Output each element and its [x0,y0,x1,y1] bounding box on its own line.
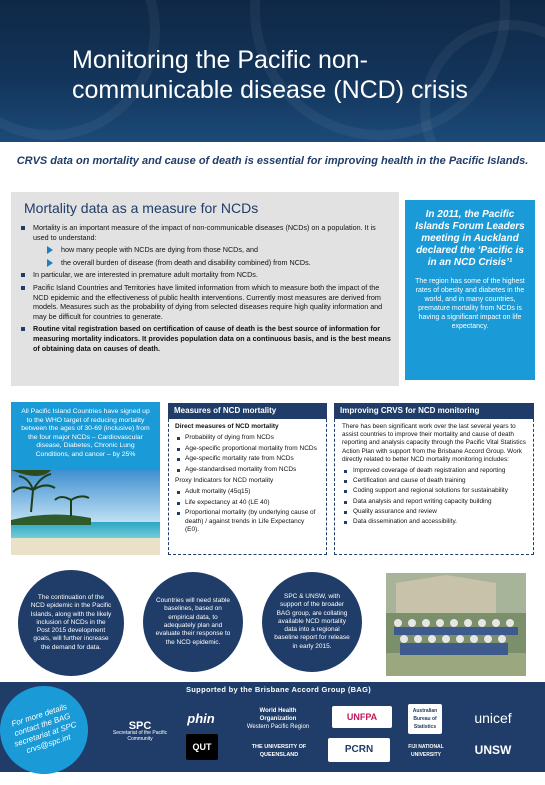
list-item: Age-standardised mortality from NCDs [175,466,320,474]
list-item: Proportional mortality (by underlying cause of death) / against trends in Life Expectancy (E0). [175,509,320,534]
list-item: Age-specific proportional mortality from NCDs [175,445,320,453]
abs-logo: Australian Bureau of Statistics [408,704,442,734]
list-item: Life expectancy at 40 (LE 40) [175,499,320,507]
list-item: Coding support and regional solutions for sustainability [342,487,526,495]
phin-logo: phin [187,711,215,726]
list-item: Quality assurance and review [342,508,526,516]
spc-logo-sub: Secretariat of the Pacific Community [112,730,168,742]
spc-logo-text: SPC [128,720,152,732]
header-banner [0,0,545,142]
direct-measures-label: Direct measures of NCD mortality [175,423,279,430]
list-item: Adult mortality (45q15) [175,488,320,496]
qut-logo: QUT [186,734,218,760]
bullet-item: Routine vital registration based on certification of cause of death is the best source of information for measuring mortality indicators. It provides population data on a continuous basis, and is the best means of obtaining data on causes of death. [19,324,393,353]
info-circle [18,570,124,676]
measures-box [168,419,327,555]
mortality-title: Mortality data as a measure for NCDs [24,200,259,216]
mortality-body [19,223,393,356]
list-item: Data dissemination and accessibility. [342,518,526,526]
info-circle [143,572,243,672]
beach-photo [11,470,160,555]
fnu-logo: FIJI NATIONAL UNIVERSITY [408,744,444,758]
info-circle-text: SPC & UNSW, with support of the broader BAG group, are collating available NCD mortality data into a regional baseline report for release in early 2015. [274,592,350,650]
page-title: Monitoring the Pacific non-communicable disease (NCD) crisis [72,46,468,104]
crvs-header: Improving CRVS for NCD monitoring [334,403,534,419]
info-circle-text: The continuation of the NCD epidemic in the Pacific Islands, along with the likely inclusion of NCDs in the Post 2015 development goals, will further increase the demand for data. [30,593,112,651]
pcrn-logo: PCRN [328,738,390,762]
list-item: Probability of dying from NCDs [175,434,320,442]
proxy-measures-label: Proxy Indicators for NCD mortality [175,477,274,485]
bullet-item: In particular, we are interested in premature adult mortality from NCDs. [19,270,393,280]
uq-logo: THE UNIVERSITY OF QUEENSLAND [251,744,307,758]
list-item: Age-specific mortality rate from NCDs [175,455,320,463]
group-photo [386,573,526,676]
supported-by-label: Supported by the Brisbane Accord Group (BAG) [186,685,372,694]
list-item: Improved coverage of death registration and reporting [342,467,526,475]
who-logo-text: World Health Organization [259,708,297,722]
measures-header: Measures of NCD mortality [168,403,327,419]
crvs-intro: There has been significant work over the last several years to assist countries to improve their mortality and cause of death reporting and analysis capacity through the Pacific Vital Statistics Action Plan with support from the Brisbane Accord Group. Work directly related to better NCD mortality monitoring includes: [342,423,526,463]
forum-heading: In 2011, the Pacific Islands Forum Leaders meeting in Auckland declared the ‘Pacific is in an NCD Crisis’¹ [415,209,525,268]
forum-callout [405,200,535,380]
info-circle [262,572,362,672]
unicef-logo: unicef [474,710,512,726]
subtitle: CRVS data on mortality and cause of death is essential for improving health in the Pacific Islands. [16,155,529,167]
who-logo [242,704,314,734]
contact-circle: For more details contact the BAG secretariat at SPC crvs@spc.int [0,675,99,785]
sub-bullet-item: the overall burden of disease (from death and disability combined) from NCDs. [19,258,393,268]
crvs-box [334,419,534,555]
bullet-item: Pacific Island Countries and Territories have limited information from which to measure both the impact of the NCD epidemic and the effectiveness of public health interventions. Currently most measures are derived from models. Measures such as the probability of dying from selected diseases require high quality information and may be difficult for countries to generate. [19,283,393,321]
spc-logo [110,712,170,752]
list-item: Certification and cause of death training [342,477,526,485]
mortality-section [11,192,399,386]
forum-body: The region has some of the highest rates of obesity and diabetes in the world, and in many countries, premature mortality from NCDs is having a significant impact on life expectancy. [415,278,525,330]
who-target-box: All Pacific Island Countries have signed up to the WHO target of reducing mortality between the ages of 30-69 (inclusive) from the four major NCDs – Cardiovascular disease, Diabetes, Chronic Lung Conditions, and cancer – by 25% [11,402,160,470]
info-circle-text: Countries will need stable baselines, based on empirical data, to adequately plan and evaluate their response to the NCD epidemic. [155,597,231,646]
unsw-logo: UNSW [474,743,512,757]
list-item: Data analysis and report writing capacity building [342,498,526,506]
bullet-item: Mortality is an important measure of the impact of non-communicable diseases (NCDs) on a population. It is used to understand: [19,223,393,242]
sub-bullet-item: how many people with NCDs are dying from those NCDs, and [19,245,393,255]
who-logo-sub: Western Pacific Region [246,724,310,730]
unfpa-logo: UNFPA [332,706,392,728]
